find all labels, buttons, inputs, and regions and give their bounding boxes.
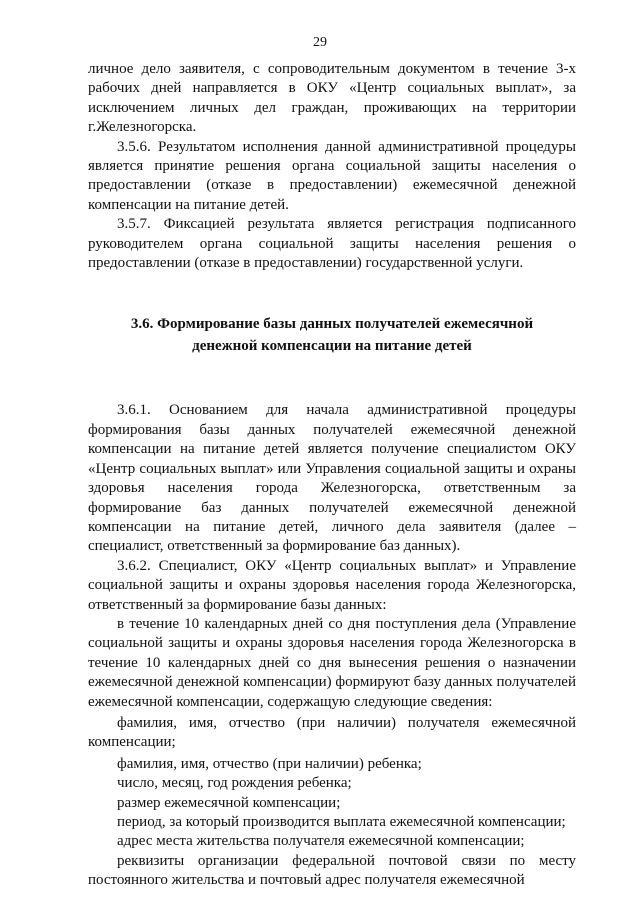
section-heading-line1: 3.6. Формирование базы данных получателей ежемесячной	[130, 316, 534, 333]
list-item-address: адрес места жительства получателя ежемесячной компенсации;	[117, 833, 525, 850]
section-heading	[88, 313, 576, 357]
list-item-compensation-amount: размер ежемесячной компенсации;	[117, 794, 341, 811]
list-item-recipient-name: фамилия, имя, отчество (при наличии) получателя ежемесячной компенсации;	[88, 714, 576, 751]
list-item-child-birthdate: число, месяц, год рождения ребенка;	[117, 775, 352, 792]
paragraph-3-6-2: 3.6.2. Специалист, ОКУ «Центр социальных выплат» и Управление социальной защиты и охраны здоровья населения города Железногорска, ответственный за формирование базы данных:	[88, 557, 576, 613]
page-number: 29	[313, 35, 327, 50]
paragraph-3-5-6: 3.5.6. Результатом исполнения данной административной процедуры является принятие решения органа социальной защиты населения о предоставлении (отказе в предоставлении) ежемесячной денежной компенсации на питание детей.	[88, 138, 576, 213]
list-item-child-name: фамилия, имя, отчество (при наличии) ребенка;	[117, 755, 422, 772]
section-heading-line2: денежной компенсации на питание детей	[192, 338, 472, 355]
paragraph-deadline: в течение 10 календарных дней со дня поступления дела (Управление социальной защиты и охраны здоровья населения города Железногорска в течение 10 календарных дней со дня вынесения решения о назначении ежемесячной денежной компенсации) формируют базу данных получателей ежемесячной компенсации, содержащую следующие сведения:	[88, 615, 576, 710]
list-item-postal-details: реквизиты организации федеральной почтовой связи по месту постоянного жительства и почтовый адрес получателя ежемесячной	[88, 852, 576, 889]
paragraph-3-5-7: 3.5.7. Фиксацией результата является регистрация подписанного руководителем органа социальной защиты населения решения о предоставлении (отказе в предоставлении) государственной услуги.	[88, 216, 576, 272]
list-item-payment-period: период, за который производится выплата ежемесячной компенсации;	[117, 814, 566, 830]
document-body	[88, 60, 576, 891]
paragraph-3-6-1: 3.6.1. Основанием для начала административной процедуры формирования базы данных получателей ежемесячной денежной компенсации на питание детей является получение специалистом ОКУ «Центр социальных выплат» или Управления социальной защиты и охраны здоровья населения города Железногорска, ответственным за формирование баз данных получателей ежемесячной денежной компенсации на питание детей, личного дела заявителя (далее – специалист, ответственный за формирование баз данных).	[88, 402, 576, 555]
paragraph-continuation: личное дело заявителя, с сопроводительным документом в течение 3-х рабочих дней направляется в ОКУ «Центр социальных выплат», за исключением личных дел граждан, проживающих на территории г.Железногорска.	[88, 61, 576, 136]
